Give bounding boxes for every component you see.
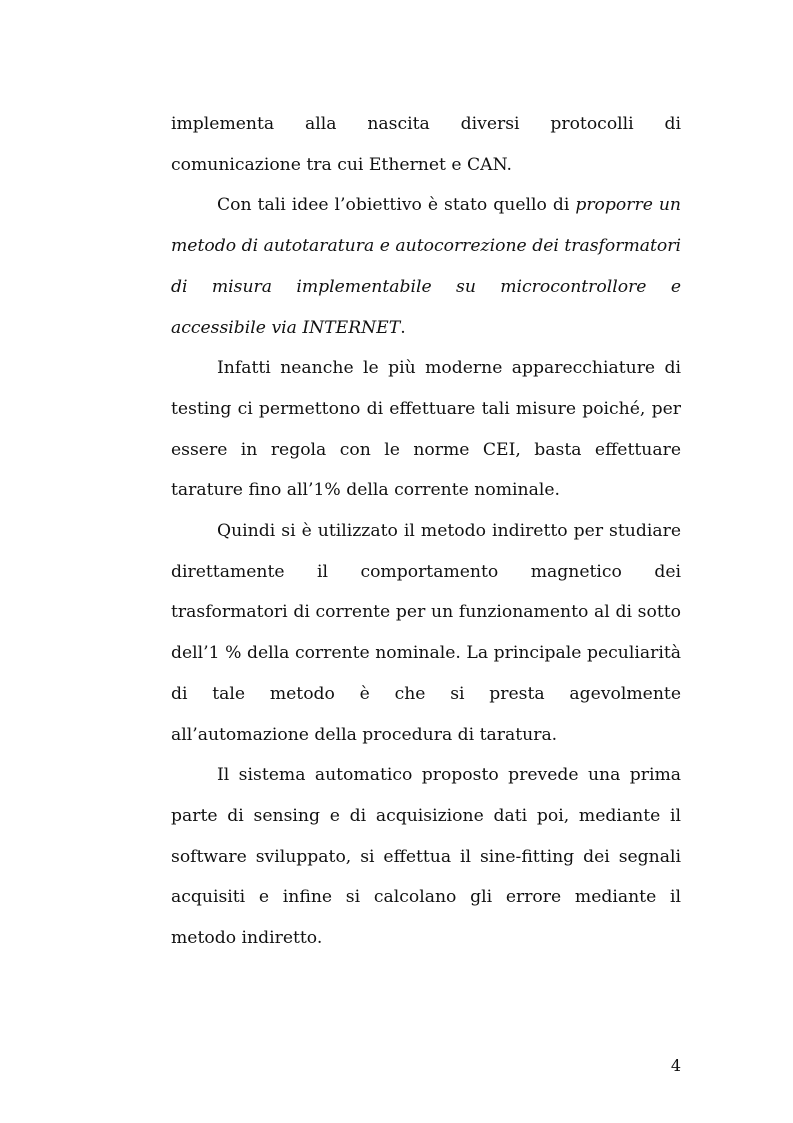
page-number: 4 [670, 1056, 681, 1075]
paragraph-5 [171, 755, 681, 959]
paragraph-3-text: Infatti neanche le più moderne apparecchiature di testing ci permettono di effettuare tali misure poiché, per essere in regola con le norme CEI, basta effettuare tarature fino all’1% della corrente nominale. [171, 358, 681, 501]
paragraph-2-text-end: . [400, 317, 406, 338]
paragraph-1 [171, 104, 681, 185]
body-text [171, 104, 681, 959]
paragraph-2-italic-objective: proporre un metodo di autotaratura e autocorrezione dei trasformatori di misura implementabile su microcontrollore e accessibile via INTERNET [171, 195, 681, 338]
paragraph-4 [171, 511, 681, 755]
paragraph-3 [171, 348, 681, 511]
paragraph-2 [171, 185, 681, 348]
paragraph-5-text: Il sistema automatico proposto prevede una prima parte di sensing e di acquisizione dati poi, mediante il software sviluppato, si effettua il sine-fitting dei segnali acquisiti e infine si calcolano gli errore mediante il metodo indiretto. [171, 765, 681, 949]
paragraph-4-text: Quindi si è utilizzato il metodo indiretto per studiare direttamente il comportamento magnetico dei trasformatori di corrente per un funzionamento al di sotto dell’1 % della corrente nominale. La principale peculiarità di tale metodo è che si presta agevolmente all’automazione della procedura di taratura. [171, 521, 681, 745]
paragraph-2-text-start: Con tali idee l’obiettivo è stato quello di [217, 195, 576, 216]
paragraph-1-text: implementa alla nascita diversi protocolli di comunicazione tra cui Ethernet e CAN. [171, 114, 681, 175]
